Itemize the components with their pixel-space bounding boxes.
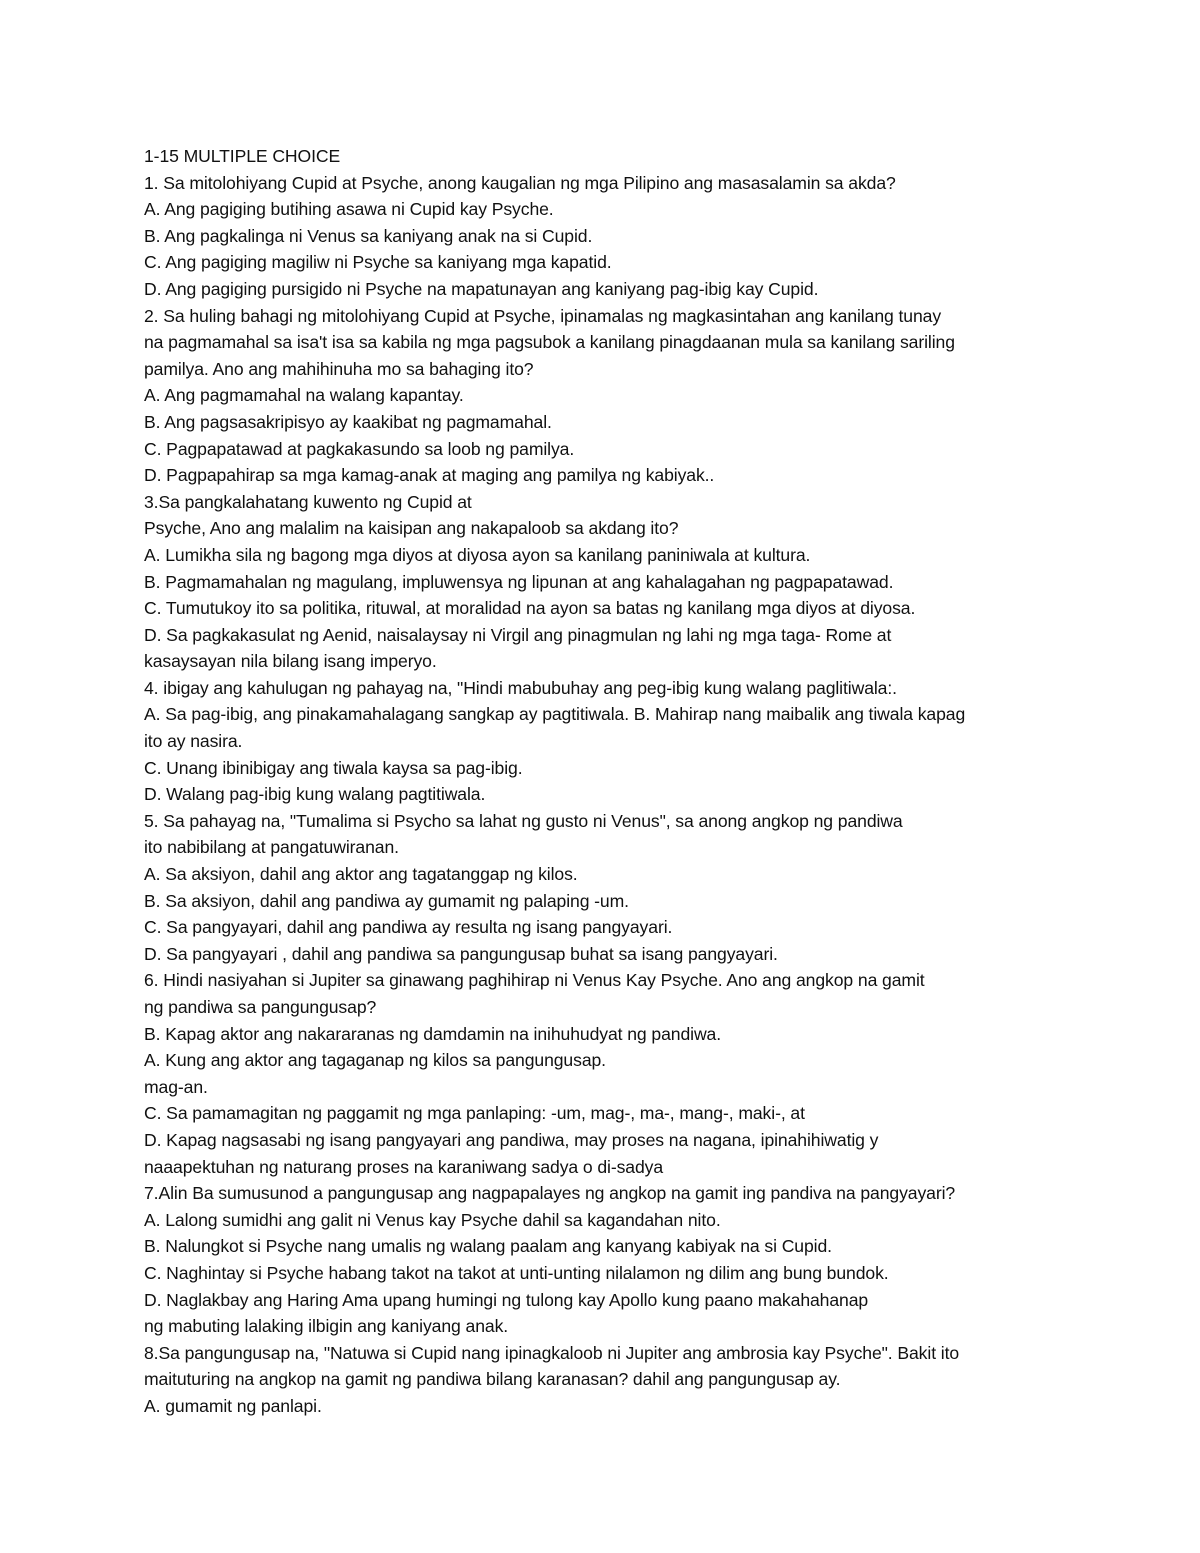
- choice-7a: A. Lalong sumidhi ang galit ni Venus kay Psyche dahil sa kagandahan nito.: [144, 1209, 721, 1230]
- question-1: 1. Sa mitolohiyang Cupid at Psyche, anong kaugalian ng mga Pilipino ang masasalamin sa akda?: [144, 172, 896, 193]
- choice-1c: C. Ang pagiging magiliw ni Psyche sa kaniyang mga kapatid.: [144, 252, 612, 273]
- choice-7b: B. Nalungkot si Psyche nang umalis ng walang paalam ang kanyang kabiyak na si Cupid.: [144, 1236, 832, 1257]
- choice-1b: B. Ang pagkalinga ni Venus sa kaniyang anak na si Cupid.: [144, 225, 593, 246]
- choice-4a-4b: A. Sa pag-ibig, ang pinakamahalagang sangkap ay pagtitiwala. B. Mahirap nang maibalik ang tiwala kapag: [144, 704, 966, 725]
- question-8: 8.Sa pangungusap na, "Natuwa si Cupid nang ipinagkaloob ni Jupiter ang ambrosia kay Psyche". Bakit ito: [144, 1342, 960, 1363]
- question-4: 4. ibigay ang kahulugan ng pahayag na, "Hindi mabubuhay ang peg-ibig kung walang paglitiwala:.: [144, 677, 897, 698]
- choice-6c-cont: mag-an.: [144, 1076, 208, 1097]
- choice-5d: D. Sa pangyayari , dahil ang pandiwa sa pangungusap buhat sa isang pangyayari.: [144, 943, 778, 964]
- question-6-cont: ng pandiwa sa pangungusap?: [144, 997, 377, 1017]
- choice-1d: D. Ang pagiging pursigido ni Psyche na mapatunayan ang kaniyang pag-ibig kay Cupid.: [144, 278, 819, 299]
- choice-6a: A. Kung ang aktor ang tagaganap ng kilos sa pangungusap.: [144, 1050, 606, 1071]
- choice-8a: A. gumamit ng panlapi.: [144, 1395, 322, 1416]
- choice-5c: C. Sa pangyayari, dahil ang pandiwa ay resulta ng isang pangyayari.: [144, 917, 673, 938]
- choice-2b: B. Ang pagsasakripisyo ay kaakibat ng pagmamahal.: [144, 411, 552, 432]
- choice-3d-cont: kasaysayan nila bilang isang imperyo.: [144, 651, 437, 672]
- choice-5a: A. Sa aksiyon, dahil ang aktor ang tagatanggap ng kilos.: [144, 864, 578, 885]
- choice-6b: B. Kapag aktor ang nakararanas ng damdamin na inihuhudyat ng pandiwa.: [144, 1023, 722, 1044]
- question-8-cont: maituturing na angkop na gamit ng pandiwa bilang karanasan? dahil ang pangungusap ay.: [144, 1369, 841, 1390]
- question-2: 2. Sa huling bahagi ng mitolohiyang Cupid at Psyche, ipinamalas ng magkasintahan ang kanilang tunay: [144, 305, 942, 326]
- question-3-cont: Psyche, Ano ang malalim na kaisipan ang nakapaloob sa akdang ito?: [144, 518, 679, 539]
- choice-3b: B. Pagmamahalan ng magulang, impluwensya ng lipunan at ang kahalagahan ng pagpapatawad.: [144, 571, 894, 592]
- choice-2c: C. Pagpapatawad at pagkakasundo sa loob ng pamilya.: [144, 438, 575, 459]
- choice-4d: D. Walang pag-ibig kung walang pagtitiwala.: [144, 784, 486, 805]
- choice-6c: C. Sa pamamagitan ng paggamit ng mga panlaping: -um, mag-, ma-, mang-, maki-, at: [144, 1103, 805, 1124]
- choice-7d: D. Naglakbay ang Haring Ama upang humingi ng tulong kay Apollo kung paano makahahanap: [144, 1289, 869, 1310]
- choice-2d: D. Pagpapahirap sa mga kamag-anak at maging ang pamilya ng kabiyak..: [144, 465, 715, 486]
- question-6: 6. Hindi nasiyahan si Jupiter sa ginawang paghihirap ni Venus Kay Psyche. Ano ang angkop na gamit: [144, 970, 925, 991]
- question-7: 7.Alin Ba sumusunod a pangungusap ang nagpapalayes ng angkop na gamit ing pandiva na pangyayari?: [144, 1183, 956, 1204]
- choice-1a: A. Ang pagiging butihing asawa ni Cupid kay Psyche.: [144, 199, 554, 220]
- choice-3c: C. Tumutukoy ito sa politika, rituwal, at moralidad na ayon sa batas ng kanilang mga diyos at diyosa.: [144, 598, 916, 619]
- question-2-cont: pamilya. Ano ang mahihinuha mo sa bahaging ito?: [144, 358, 534, 379]
- choice-3d: D. Sa pagkakasulat ng Aenid, naisalaysay ni Virgil ang pinagmulan ng lahi ng mga taga- Rome at: [144, 624, 892, 645]
- question-2-cont: na pagmamahal sa isa't isa sa kabila ng mga pagsubok a kanilang pinagdaanan mula sa kanilang sariling: [144, 332, 955, 353]
- choice-6d: D. Kapag nagsasabi ng isang pangyayari ang pandiwa, may proses na nagana, ipinahihiwatig y: [144, 1129, 879, 1150]
- choice-2a: A. Ang pagmamahal na walang kapantay.: [144, 385, 464, 406]
- choice-6d-cont: naaapektuhan ng naturang proses na karaniwang sadya o di-sadya: [144, 1156, 664, 1177]
- document-body: [144, 143, 1074, 1420]
- question-3: 3.Sa pangkalahatang kuwento ng Cupid at: [144, 491, 472, 512]
- choice-4c: C. Unang ibinibigay ang tiwala kaysa sa pag-ibig.: [144, 757, 523, 778]
- choice-3a: A. Lumikha sila ng bagong mga diyos at diyosa ayon sa kanilang paniniwala at kultura.: [144, 544, 811, 565]
- section-heading: 1-15 MULTIPLE CHOICE: [144, 146, 341, 166]
- choice-4b-cont: ito ay nasira.: [144, 731, 243, 752]
- choice-7c: C. Naghintay si Psyche habang takot na takot at unti-unting nilalamon ng dilim ang bung bundok.: [144, 1262, 889, 1283]
- choice-5b: B. Sa aksiyon, dahil ang pandiwa ay gumamit ng palaping -um.: [144, 890, 629, 911]
- choice-7d-cont: ng mabuting lalaking ilbigin ang kaniyang anak.: [144, 1316, 509, 1337]
- question-5: 5. Sa pahayag na, "Tumalima si Psycho sa lahat ng gusto ni Venus", sa anong angkop ng pandiwa: [144, 810, 903, 831]
- question-5-cont: ito nabibilang at pangatuwiranan.: [144, 837, 399, 858]
